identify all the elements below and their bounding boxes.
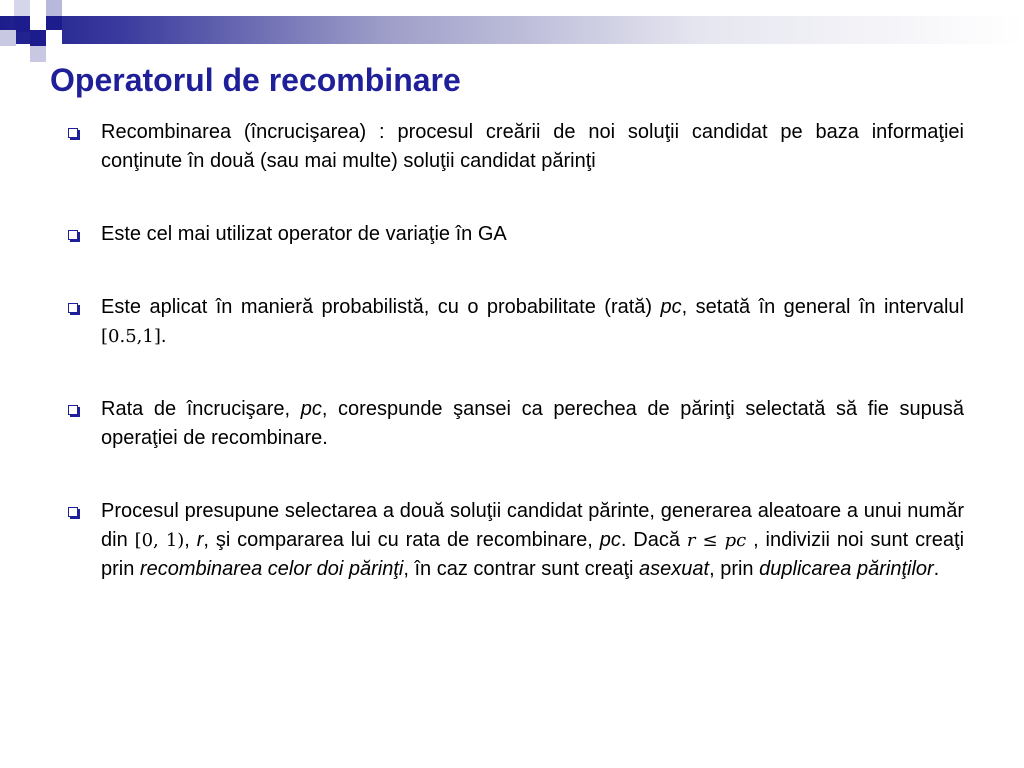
- term-pc: pc: [660, 296, 682, 318]
- emphasis-text: asexuat: [639, 558, 710, 580]
- header-band: [0, 16, 1024, 44]
- deco-square: [0, 30, 16, 46]
- bullet-text: .: [160, 325, 167, 347]
- bullet-text: Procesul presupune selectarea a două soluţii candidat părinte, generarea aleatoare a unui număr din: [101, 500, 964, 551]
- deco-square: [62, 0, 78, 16]
- math-operator: ≤: [695, 530, 725, 551]
- square-bullet-icon: [68, 230, 78, 240]
- bullet-item: [62, 293, 964, 351]
- bullet-text: , corespunde şansei ca perechea de părinţi selectată să fie supusă operaţiei de recombinare.: [101, 398, 965, 449]
- bullet-item: [62, 118, 964, 176]
- math-pc: pc: [724, 530, 747, 551]
- bullet-text: , în caz contrar sunt creaţi: [403, 558, 640, 580]
- square-bullet-icon: [68, 405, 78, 415]
- deco-square: [14, 16, 30, 32]
- deco-square: [14, 0, 30, 16]
- bullet-text: Este aplicat în manieră probabilistă, cu o probabilitate (rată): [101, 296, 661, 318]
- square-bullet-icon: [68, 128, 78, 138]
- emphasis-text: duplicarea părinţilor: [759, 558, 934, 580]
- square-bullet-icon: [68, 507, 78, 517]
- deco-square: [46, 30, 62, 46]
- bullet-item: [62, 395, 964, 453]
- bullet-text: Este cel mai utilizat operator de variaţie în GA: [101, 223, 507, 245]
- page-title: Operatorul de recombinare: [50, 62, 461, 98]
- bullet-text: . Dacă: [620, 529, 687, 551]
- term-r: r: [196, 529, 204, 551]
- deco-square: [30, 46, 46, 62]
- bullet-text: , indivizii noi sunt creaţi prin: [101, 529, 965, 580]
- bullet-item: [62, 497, 964, 584]
- deco-square: [30, 0, 46, 16]
- math-r: r: [686, 530, 696, 551]
- bullet-item: [62, 220, 964, 249]
- bullet-text: , setată în general în intervalul: [681, 296, 964, 318]
- bullet-text: ,: [184, 529, 197, 551]
- bullet-text: , şi compararea lui cu rata de recombinare,: [203, 529, 600, 551]
- bullet-text: , prin: [709, 558, 760, 580]
- bullet-text: .: [933, 558, 940, 580]
- deco-square: [46, 0, 62, 16]
- term-pc: pc: [300, 398, 322, 420]
- deco-square: [30, 30, 46, 46]
- bullet-text: Rata de încrucişare,: [101, 398, 301, 420]
- emphasis-text: recombinarea celor doi părinţi: [139, 558, 404, 580]
- math-interval: [0.5,1]: [101, 326, 161, 347]
- term-pc: pc: [599, 529, 621, 551]
- math-inequality: [687, 530, 746, 551]
- bullet-text: Recombinarea (încrucişarea) : procesul creării de noi soluţii candidat pe baza informaţiei conţinute în două (sau mai multe) soluţii candidat părinţi: [101, 121, 964, 172]
- bullet-list: [62, 118, 964, 584]
- math-interval: [0, 1): [134, 530, 185, 551]
- square-bullet-icon: [68, 303, 78, 313]
